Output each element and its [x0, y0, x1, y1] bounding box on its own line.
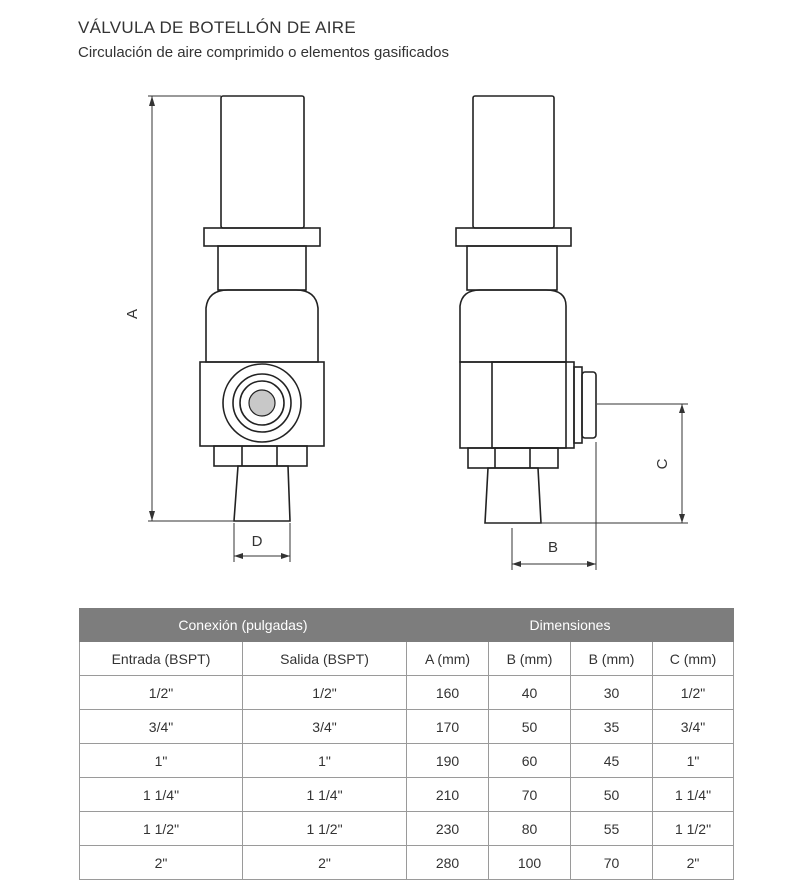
- table-cell: 70: [489, 778, 571, 812]
- table-cell: 1 1/2": [243, 812, 407, 846]
- column-header-a: A (mm): [407, 642, 489, 676]
- table-row: [80, 676, 734, 710]
- table-cell: 1 1/4": [243, 778, 407, 812]
- table-cell: 210: [407, 778, 489, 812]
- table-cell: 280: [407, 846, 489, 880]
- table-cell: 1 1/4": [80, 778, 243, 812]
- table-cell: 3/4": [80, 710, 243, 744]
- table-cell: 1/2": [243, 676, 407, 710]
- dimension-label-a: A: [124, 308, 141, 320]
- table-cell: 1": [243, 744, 407, 778]
- table-cell: 2": [80, 846, 243, 880]
- table-cell: 50: [571, 778, 653, 812]
- table-cell: 1 1/2": [653, 812, 734, 846]
- table-cell: 230: [407, 812, 489, 846]
- table-cell: 55: [571, 812, 653, 846]
- table-cell: 1/2": [653, 676, 734, 710]
- table-cell: 60: [489, 744, 571, 778]
- dimensions-table: [79, 608, 734, 880]
- valve-technical-drawing: [0, 80, 800, 580]
- table-cell: 1": [80, 744, 243, 778]
- page-subtitle: Circulación de aire comprimido o elementos gasificados: [78, 44, 450, 61]
- table-cell: 1 1/2": [80, 812, 243, 846]
- table-cell: 160: [407, 676, 489, 710]
- table-cell: 45: [571, 744, 653, 778]
- column-header-b-second: B (mm): [571, 642, 653, 676]
- valve-front-view: [200, 96, 324, 521]
- group-header-connection: Conexión (pulgadas): [80, 609, 407, 642]
- table-cell: 100: [489, 846, 571, 880]
- table-cell: 1 1/4": [653, 778, 734, 812]
- table-cell: 2": [653, 846, 734, 880]
- table-row: [80, 744, 734, 778]
- table-row: [80, 812, 734, 846]
- table-cell: 190: [407, 744, 489, 778]
- column-header-b: B (mm): [489, 642, 571, 676]
- table-row: [80, 710, 734, 744]
- table-cell: 2": [243, 846, 407, 880]
- page-title: VÁLVULA DE BOTELLÓN DE AIRE: [78, 18, 356, 37]
- table-row: [80, 778, 734, 812]
- table-cell: 80: [489, 812, 571, 846]
- group-header-dimensions: Dimensiones: [407, 609, 734, 642]
- table-cell: 30: [571, 676, 653, 710]
- dimension-label-b: B: [547, 539, 559, 556]
- column-header-inlet: Entrada (BSPT): [80, 642, 243, 676]
- column-header-c: C (mm): [653, 642, 734, 676]
- table-cell: 1": [653, 744, 734, 778]
- table-cell: 70: [571, 846, 653, 880]
- valve-side-view: [456, 96, 596, 523]
- table-group-header-row: [80, 609, 734, 642]
- table-cell: 40: [489, 676, 571, 710]
- table-cell: 170: [407, 710, 489, 744]
- table-cell: 3/4": [653, 710, 734, 744]
- dimension-label-c: C: [654, 458, 671, 470]
- table-cell: 1/2": [80, 676, 243, 710]
- table-cell: 35: [571, 710, 653, 744]
- dimension-label-d: D: [251, 533, 263, 550]
- table-cell: 3/4": [243, 710, 407, 744]
- table-column-header-row: [80, 642, 734, 676]
- column-header-outlet: Salida (BSPT): [243, 642, 407, 676]
- table-cell: 50: [489, 710, 571, 744]
- table-row: [80, 846, 734, 880]
